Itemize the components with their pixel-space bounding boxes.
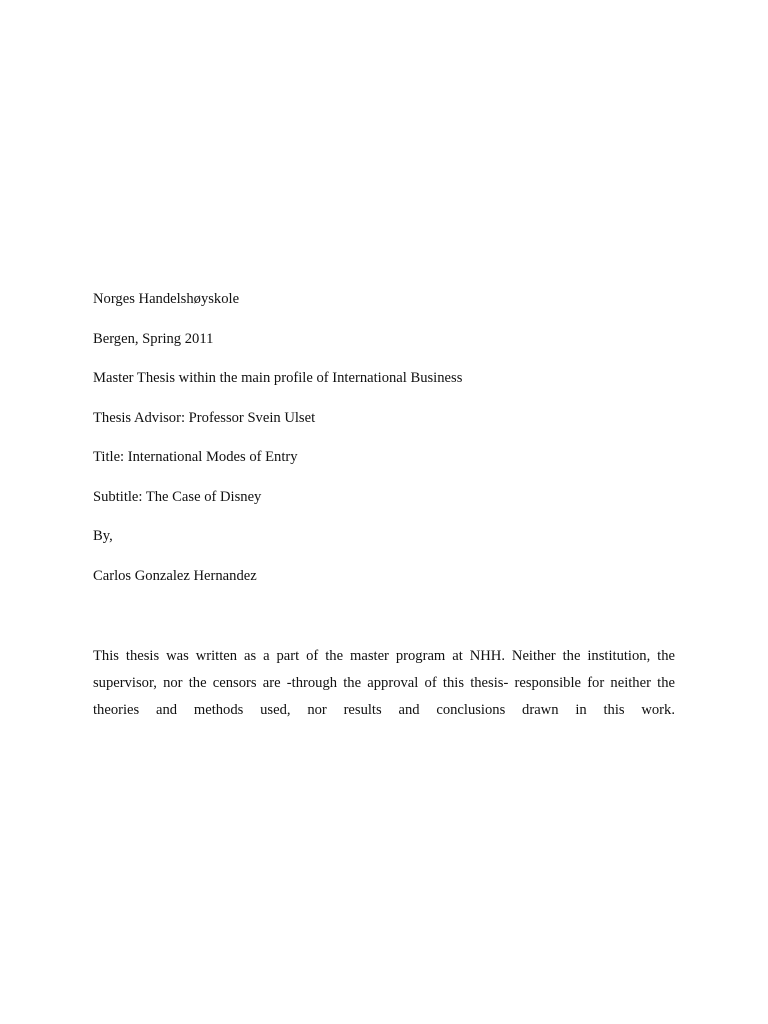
disclaimer-line-text: supervisor, nor the censors are -through the approval of this thesis- responsible for neither the	[93, 675, 675, 691]
disclaimer-line	[93, 647, 675, 674]
disclaimer-line-text: theories and methods used, nor results and conclusions drawn in this work.	[93, 702, 675, 718]
program-description: Master Thesis within the main profile of International Business	[93, 370, 463, 386]
disclaimer-paragraph	[93, 647, 675, 728]
place-and-date: Bergen, Spring 2011	[93, 331, 214, 347]
disclaimer-line-text: This thesis was written as a part of the master program at NHH. Neither the institution, the	[93, 648, 675, 664]
thesis-advisor: Thesis Advisor: Professor Svein Ulset	[93, 410, 316, 426]
disclaimer-line	[93, 701, 675, 728]
thesis-title: Title: International Modes of Entry	[93, 449, 298, 465]
thesis-subtitle: Subtitle: The Case of Disney	[93, 489, 262, 505]
institution-name: Norges Handelshøyskole	[93, 291, 240, 307]
disclaimer-line	[93, 674, 675, 701]
author-name: Carlos Gonzalez Hernandez	[93, 568, 257, 584]
by-label: By,	[93, 528, 113, 544]
